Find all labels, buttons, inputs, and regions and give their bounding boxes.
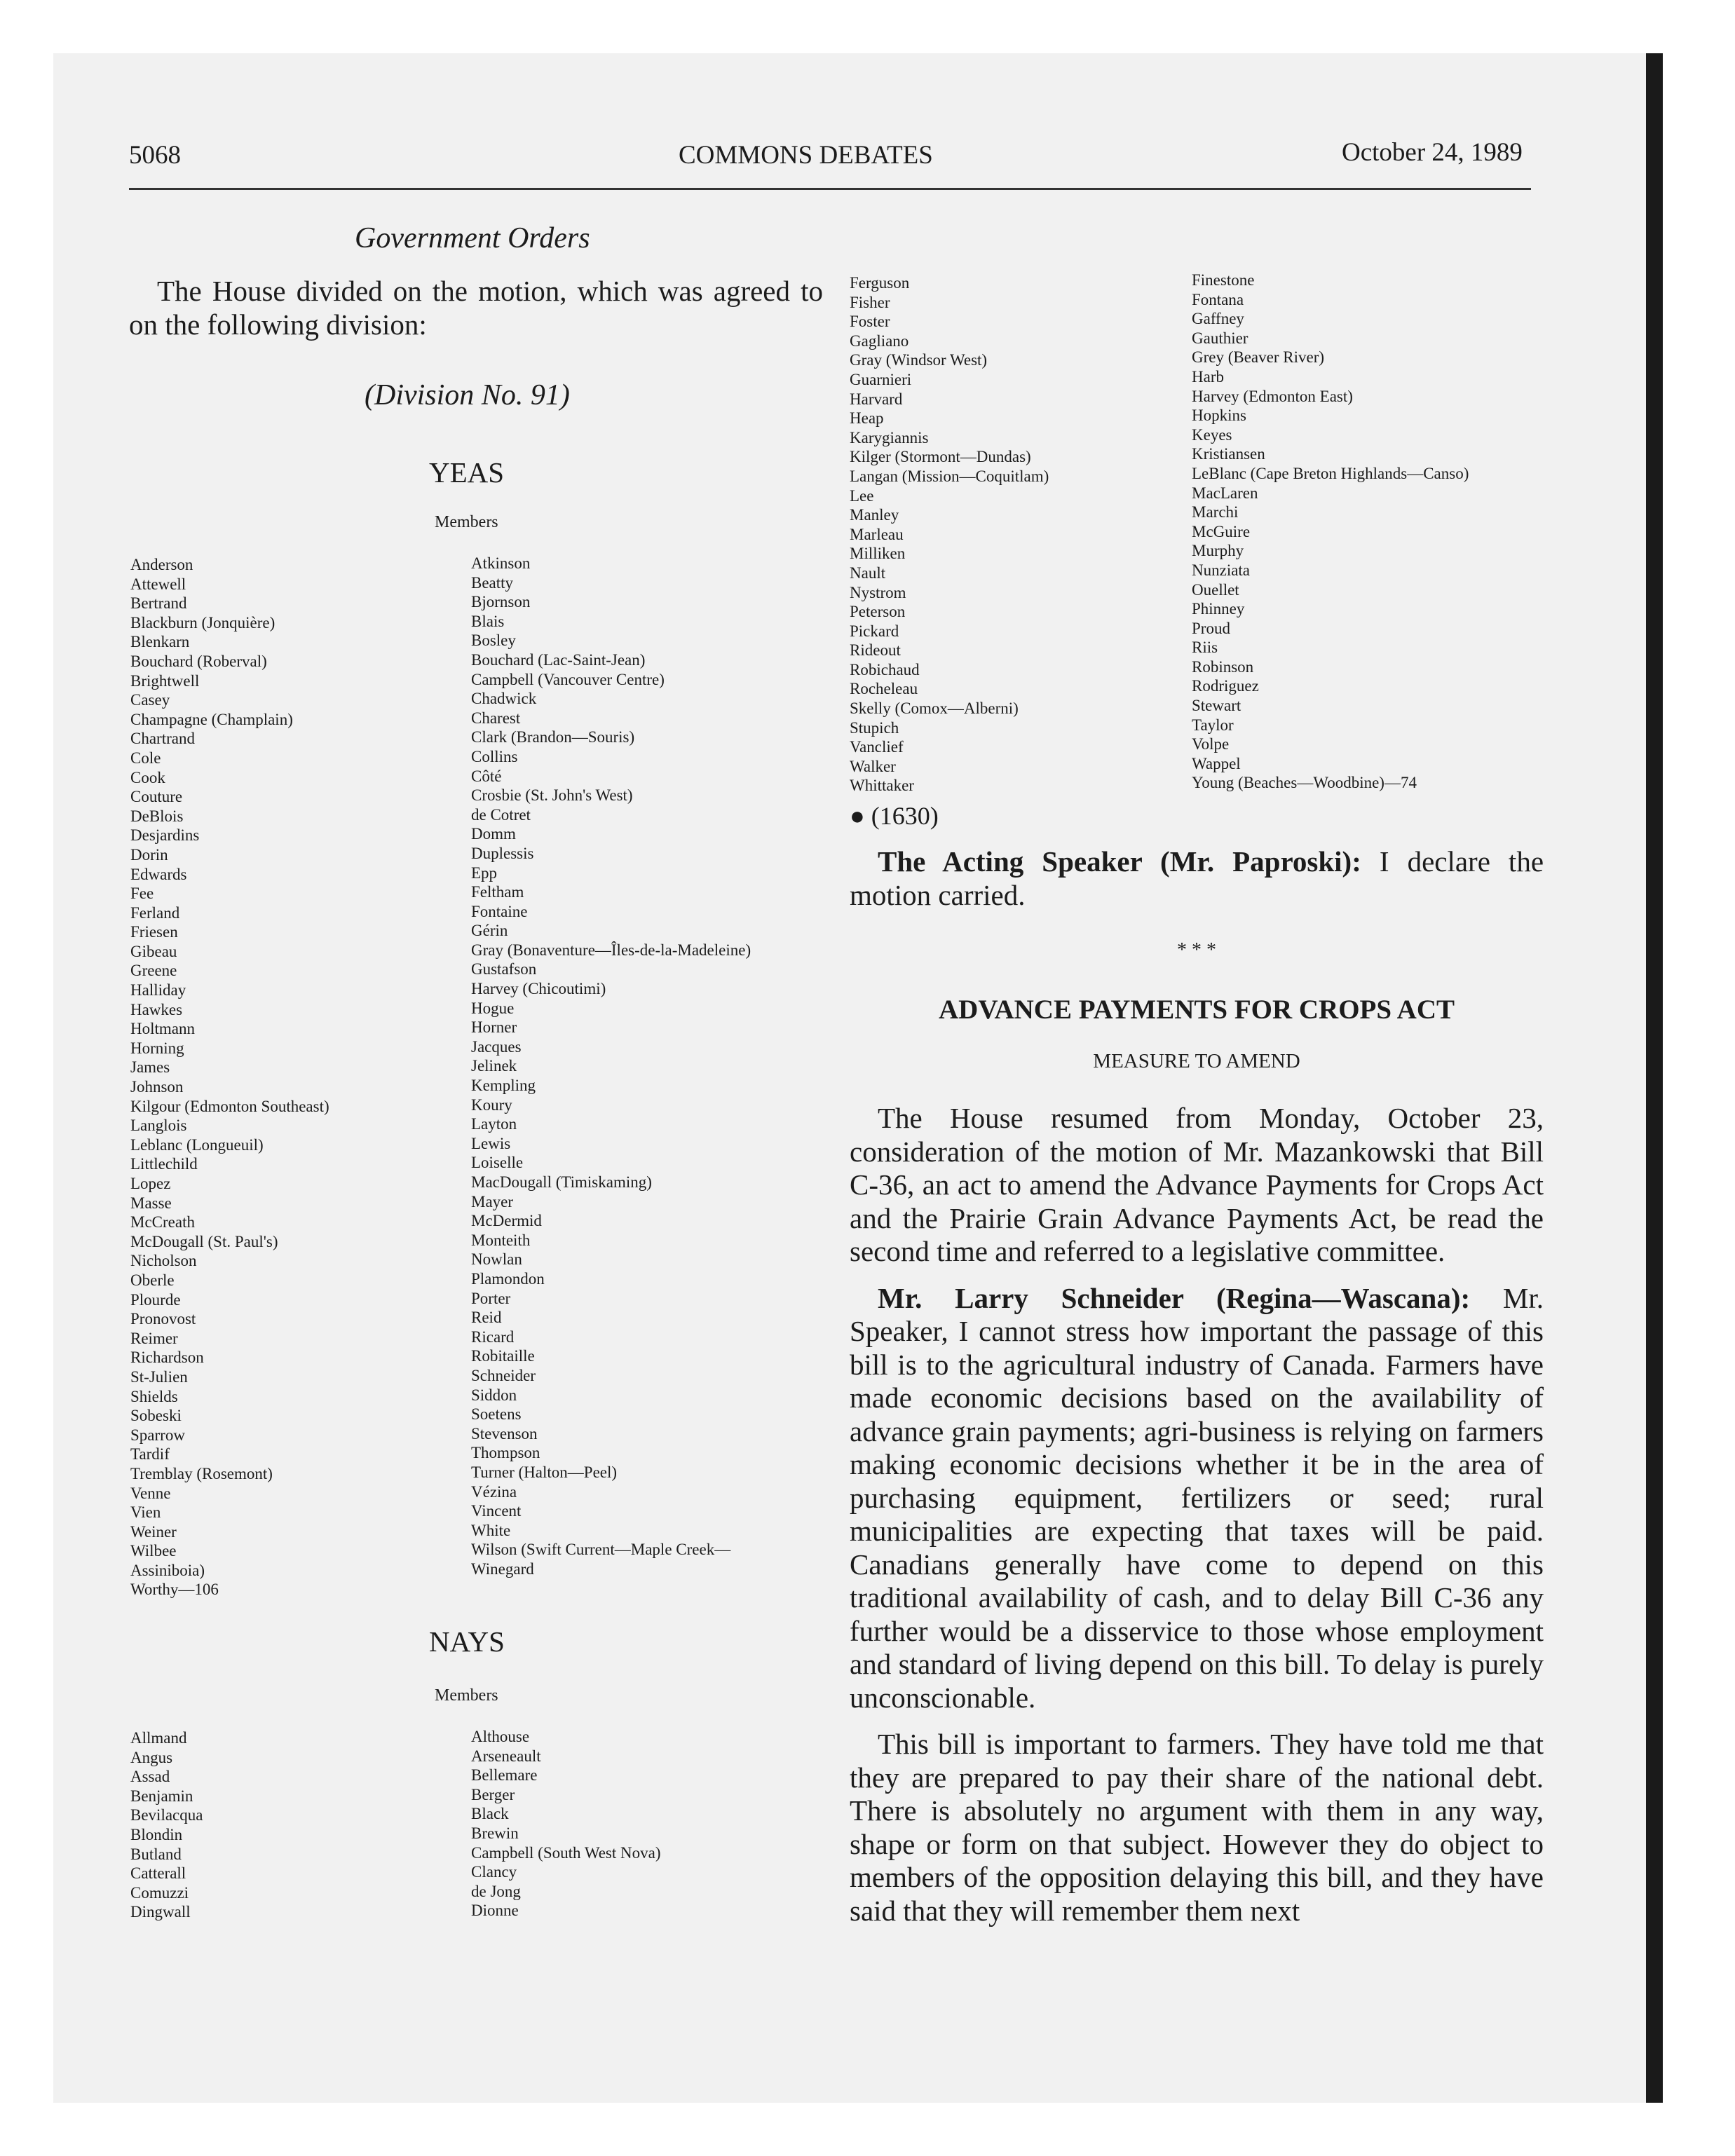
yeas-column-2 <box>471 554 751 1578</box>
member-name: Robinson <box>1192 657 1254 676</box>
member-name: Clark (Brandon—Souris) <box>471 728 635 746</box>
member-name: Greene <box>130 962 177 980</box>
member-name: Brewin <box>471 1824 519 1842</box>
member-name: Vézina <box>471 1482 517 1501</box>
member-name: Holtmann <box>130 1020 195 1038</box>
section-title: Government Orders <box>355 222 590 254</box>
member-name: Wilson (Swift Current—Maple Creek— <box>471 1541 731 1559</box>
member-name: Duplessis <box>471 844 534 862</box>
member-name: Layton <box>471 1115 517 1133</box>
member-name: Young (Beaches—Woodbine)—74 <box>1192 774 1417 792</box>
member-name: Domm <box>471 825 516 843</box>
member-name: Tremblay (Rosemont) <box>130 1464 273 1482</box>
member-name: Harb <box>1192 367 1224 386</box>
member-name: MacLaren <box>1192 484 1258 502</box>
member-name: LeBlanc (Cape Breton Highlands—Canso) <box>1192 464 1469 482</box>
member-name: Pronovost <box>130 1310 196 1328</box>
member-name: Anderson <box>130 556 193 573</box>
scan-edge-bar <box>1646 53 1663 2103</box>
member-name: Gustafson <box>471 960 537 978</box>
member-name: Casey <box>130 691 170 709</box>
member-name: Ricard <box>471 1328 515 1346</box>
member-name: Epp <box>471 864 498 882</box>
member-name: Rodriguez <box>1192 677 1259 695</box>
member-name: Lewis <box>471 1134 511 1152</box>
member-name: Kilgour (Edmonton Southeast) <box>130 1097 329 1115</box>
member-name: Hawkes <box>130 1000 183 1018</box>
nays-heading: NAYS <box>429 1625 505 1658</box>
member-name: Hopkins <box>1192 407 1246 425</box>
member-name: Desjardins <box>130 826 200 845</box>
member-name: Atkinson <box>471 554 531 572</box>
yeas-members-label: Members <box>435 513 498 531</box>
member-name: Edwards <box>130 865 187 883</box>
member-name: Dorin <box>130 845 168 864</box>
schneider-speech <box>850 1282 1544 1715</box>
member-name: McGuire <box>1192 522 1251 540</box>
member-name: Kilger (Stormont—Dundas) <box>850 448 1031 466</box>
member-name: Fee <box>130 885 154 903</box>
member-name: Butland <box>130 1845 182 1863</box>
schneider-speech-text: Mr. Speaker, I cannot stress how important the passage of this bill is to the agricultural industry of Canada. Farmers have made economic decisions based on the availability of advance grain payments; agri-business is relying on farmers making economic decisions whether it be in the area of purchasing equipment, fertilizers or seed; rural municipalities are expecting that taxes will be paid. Canadians generally have come to depend on this traditional availability of cash, and to delay Bill C-36 any further would be a disservice to those whose employment and standard of living depend on this bill. To delay is purely unconscionable. <box>850 1281 1544 1714</box>
member-name: Attewell <box>130 575 186 593</box>
header-date: October 24, 1989 <box>1342 138 1523 167</box>
nays-column-2 <box>471 1727 661 1920</box>
member-name: Feltham <box>471 883 524 901</box>
member-name: Plourde <box>130 1290 181 1309</box>
member-name: Richardson <box>130 1349 204 1367</box>
member-name: Phinney <box>1192 600 1245 618</box>
time-marker-text: (1630) <box>871 802 939 830</box>
member-name: Nunziata <box>1192 561 1251 579</box>
member-name: Keyes <box>1192 425 1232 444</box>
member-name: Gaffney <box>1192 310 1244 328</box>
member-name: Worthy—106 <box>130 1581 219 1599</box>
member-name: Lee <box>850 486 874 505</box>
member-name: Johnson <box>130 1078 184 1096</box>
member-name: Althouse <box>471 1728 530 1745</box>
member-name: Benjamin <box>130 1787 193 1805</box>
member-name: Tardif <box>130 1445 170 1464</box>
speaker-name: The Acting Speaker (Mr. Paproski): <box>878 845 1361 878</box>
member-name: Foster <box>850 313 890 331</box>
schneider-name: Mr. Larry Schneider (Regina—Wascana): <box>878 1281 1471 1314</box>
member-name: Harvard <box>850 390 903 408</box>
time-marker <box>850 801 939 831</box>
member-name: Riis <box>1192 639 1218 657</box>
member-name: Ferland <box>130 903 180 922</box>
farmers-paragraph: This bill is important to farmers. They have told me that they are prepared to pay their share of the national debt. There is absolutely no argument with them in any way, shape or form on that subject. However they do object to members of the opposition delaying this bill, and they have said that they will remember them next <box>850 1728 1544 1927</box>
bill-subtitle: MEASURE TO AMEND <box>1093 1050 1300 1072</box>
member-name: Vincent <box>471 1502 522 1520</box>
member-name: Gray (Windsor West) <box>850 351 988 369</box>
member-name: Venne <box>130 1484 171 1502</box>
member-name: Taylor <box>1192 716 1234 734</box>
member-name: Crosbie (St. John's West) <box>471 786 633 805</box>
member-name: Sobeski <box>130 1407 182 1425</box>
member-name: Berger <box>471 1785 515 1803</box>
member-name: Manley <box>850 506 899 524</box>
member-name: Charest <box>471 709 521 727</box>
member-name: Ouellet <box>1192 580 1239 599</box>
member-name: Koury <box>471 1096 512 1114</box>
member-name: Comuzzi <box>130 1883 189 1902</box>
member-name: Jacques <box>471 1037 522 1056</box>
member-name: Dingwall <box>130 1903 191 1921</box>
member-name: Blenkarn <box>130 633 190 651</box>
member-name: Stewart <box>1192 697 1241 715</box>
division-intro: The House divided on the motion, which was agreed to on the following division: <box>129 275 823 341</box>
member-name: Gray (Bonaventure—Îles-de-la-Madeleine) <box>471 941 751 959</box>
member-name: Langan (Mission—Coquitlam) <box>850 467 1049 485</box>
member-name: Loiselle <box>471 1154 524 1172</box>
member-name: Whittaker <box>850 777 914 795</box>
yeas-heading: YEAS <box>429 456 505 489</box>
member-name: DeBlois <box>130 807 184 825</box>
member-name: James <box>130 1058 170 1077</box>
member-name: Milliken <box>850 545 906 563</box>
member-name: Arseneault <box>471 1747 541 1765</box>
member-name: Friesen <box>130 923 178 941</box>
member-name: Brightwell <box>130 671 200 690</box>
member-name: Collins <box>471 747 518 765</box>
member-name: Angus <box>130 1748 173 1766</box>
member-name: Allmand <box>130 1729 187 1747</box>
member-name: Nowlan <box>471 1250 522 1269</box>
member-name: Cook <box>130 768 165 786</box>
member-name: Rocheleau <box>850 680 918 698</box>
member-name: Porter <box>471 1289 511 1307</box>
division-number: (Division No. 91) <box>365 379 570 411</box>
member-name: McDermid <box>471 1212 542 1230</box>
member-name: Reid <box>471 1309 502 1327</box>
member-name: Pickard <box>850 622 899 640</box>
member-name: MacDougall (Timiskaming) <box>471 1173 652 1191</box>
member-name: Dionne <box>471 1902 519 1920</box>
member-name: Jelinek <box>471 1057 517 1075</box>
member-name: Fontaine <box>471 902 528 920</box>
member-name: Mayer <box>471 1192 514 1210</box>
member-name: Reimer <box>130 1329 178 1347</box>
member-name: Leblanc (Longueuil) <box>130 1135 264 1154</box>
bullet-icon: ● <box>850 802 865 830</box>
member-name: Proud <box>1192 619 1230 637</box>
member-name: St-Julien <box>130 1367 188 1386</box>
member-name: Champagne (Champlain) <box>130 710 293 728</box>
member-name: Vien <box>130 1503 161 1522</box>
member-name: Vanclief <box>850 738 904 756</box>
member-name: Bosley <box>471 632 516 650</box>
member-name: Murphy <box>1192 542 1244 560</box>
member-name: Schneider <box>471 1366 536 1384</box>
member-name: Bevilacqua <box>130 1806 203 1824</box>
member-name: Soetens <box>471 1405 522 1424</box>
member-name: Skelly (Comox—Alberni) <box>850 700 1019 718</box>
member-name: Wappel <box>1192 754 1241 772</box>
nays-column-1 <box>130 1728 203 1922</box>
member-name: Chadwick <box>471 690 537 708</box>
member-name: Cole <box>130 749 161 767</box>
member-name: Littlechild <box>130 1155 198 1173</box>
member-name: Ferguson <box>850 274 910 292</box>
member-name: Gibeau <box>130 942 177 960</box>
member-name: Blais <box>471 612 505 630</box>
member-name: Masse <box>130 1194 172 1212</box>
member-name: Heap <box>850 409 884 428</box>
member-name: Assiniboia) <box>130 1561 205 1579</box>
member-name: Gagliano <box>850 332 909 350</box>
member-name: Peterson <box>850 603 906 621</box>
page-number: 5068 <box>129 141 181 170</box>
member-name: Nicholson <box>130 1252 197 1270</box>
member-name: Rideout <box>850 641 901 660</box>
member-name: Shields <box>130 1387 178 1405</box>
member-name: Guarnieri <box>850 370 912 388</box>
member-name: Monteith <box>471 1231 531 1249</box>
member-name: Blondin <box>130 1825 183 1843</box>
resumed-paragraph: The House resumed from Monday, October 23, consideration of the motion of Mr. Mazankowski that Bill C-36, an act to amend the Advance Payments for Crops Act and the Prairie Grain Advance Payments Act, be read the second time and referred to a legislative committee. <box>850 1102 1544 1267</box>
member-name: Finestone <box>1192 271 1255 289</box>
member-name: Robitaille <box>471 1347 535 1365</box>
member-name: Campbell (South West Nova) <box>471 1843 661 1862</box>
member-name: Walker <box>850 757 896 775</box>
member-name: McCreath <box>130 1213 195 1231</box>
member-name: Siddon <box>471 1386 517 1404</box>
member-name: Chartrand <box>130 730 195 748</box>
member-name: Kempling <box>471 1077 536 1095</box>
member-name: Halliday <box>130 981 186 999</box>
speaker-text: I declare the motion carried. <box>850 845 1544 911</box>
member-name: McDougall (St. Paul's) <box>130 1232 278 1250</box>
member-name: Wilbee <box>130 1542 177 1560</box>
member-name: de Jong <box>471 1882 521 1900</box>
member-name: Oberle <box>130 1271 175 1289</box>
nays-column-4 <box>1192 271 1469 793</box>
member-name: Harvey (Chicoutimi) <box>471 980 606 998</box>
member-name: Fisher <box>850 293 890 311</box>
nays-column-3 <box>850 273 1049 796</box>
member-name: Fontana <box>1192 290 1244 308</box>
member-name: de Cotret <box>471 805 531 824</box>
member-name: Plamondon <box>471 1269 545 1288</box>
member-name: Beatty <box>471 573 514 592</box>
member-name: Campbell (Vancouver Centre) <box>471 670 665 688</box>
member-name: Turner (Halton—Peel) <box>471 1463 618 1481</box>
member-name: Nault <box>850 564 886 582</box>
member-name: Bouchard (Lac-Saint-Jean) <box>471 650 646 669</box>
member-name: Kristiansen <box>1192 445 1265 463</box>
publication-title: COMMONS DEBATES <box>679 141 933 170</box>
member-name: Bouchard (Roberval) <box>130 652 267 670</box>
member-name: Bellemare <box>471 1766 538 1785</box>
member-name: Sparrow <box>130 1426 185 1444</box>
member-name: Stupich <box>850 718 899 737</box>
speaker-statement <box>850 845 1544 912</box>
member-name: Lopez <box>130 1175 171 1192</box>
member-name: Catterall <box>130 1864 186 1883</box>
member-name: Gérin <box>471 922 508 940</box>
section-separator: * * * <box>1177 939 1216 961</box>
member-name: Côté <box>471 767 502 785</box>
member-name: Clancy <box>471 1863 517 1881</box>
member-name: Assad <box>130 1768 170 1786</box>
member-name: Thompson <box>471 1444 540 1462</box>
member-name: Bertrand <box>130 594 187 613</box>
member-name: Marleau <box>850 525 904 543</box>
member-name: Grey (Beaver River) <box>1192 348 1325 367</box>
member-name: Gauthier <box>1192 329 1248 347</box>
member-name: Harvey (Edmonton East) <box>1192 387 1353 405</box>
member-name: Langlois <box>130 1117 187 1135</box>
member-name: Black <box>471 1805 509 1823</box>
member-name: White <box>471 1521 511 1539</box>
nays-members-label: Members <box>435 1686 498 1705</box>
member-name: Weiner <box>130 1522 177 1541</box>
member-name: Bjornson <box>471 593 531 611</box>
member-name: Hogue <box>471 999 515 1017</box>
debate-text <box>850 1102 1544 1928</box>
member-name: Volpe <box>1192 735 1230 753</box>
member-name: Robichaud <box>850 660 920 678</box>
bill-title: ADVANCE PAYMENTS FOR CROPS ACT <box>938 995 1455 1025</box>
member-name: Horner <box>471 1018 517 1037</box>
member-name: Karygiannis <box>850 428 929 446</box>
member-name: Marchi <box>1192 503 1239 521</box>
member-name: Couture <box>130 788 183 806</box>
member-name: Stevenson <box>471 1424 538 1442</box>
yeas-column-1 <box>130 555 329 1599</box>
member-name: Blackburn (Jonquière) <box>130 613 275 632</box>
member-name: Winegard <box>471 1560 534 1578</box>
member-name: Nystrom <box>850 583 906 601</box>
member-name: Horning <box>130 1039 184 1057</box>
header-rule <box>129 188 1531 190</box>
